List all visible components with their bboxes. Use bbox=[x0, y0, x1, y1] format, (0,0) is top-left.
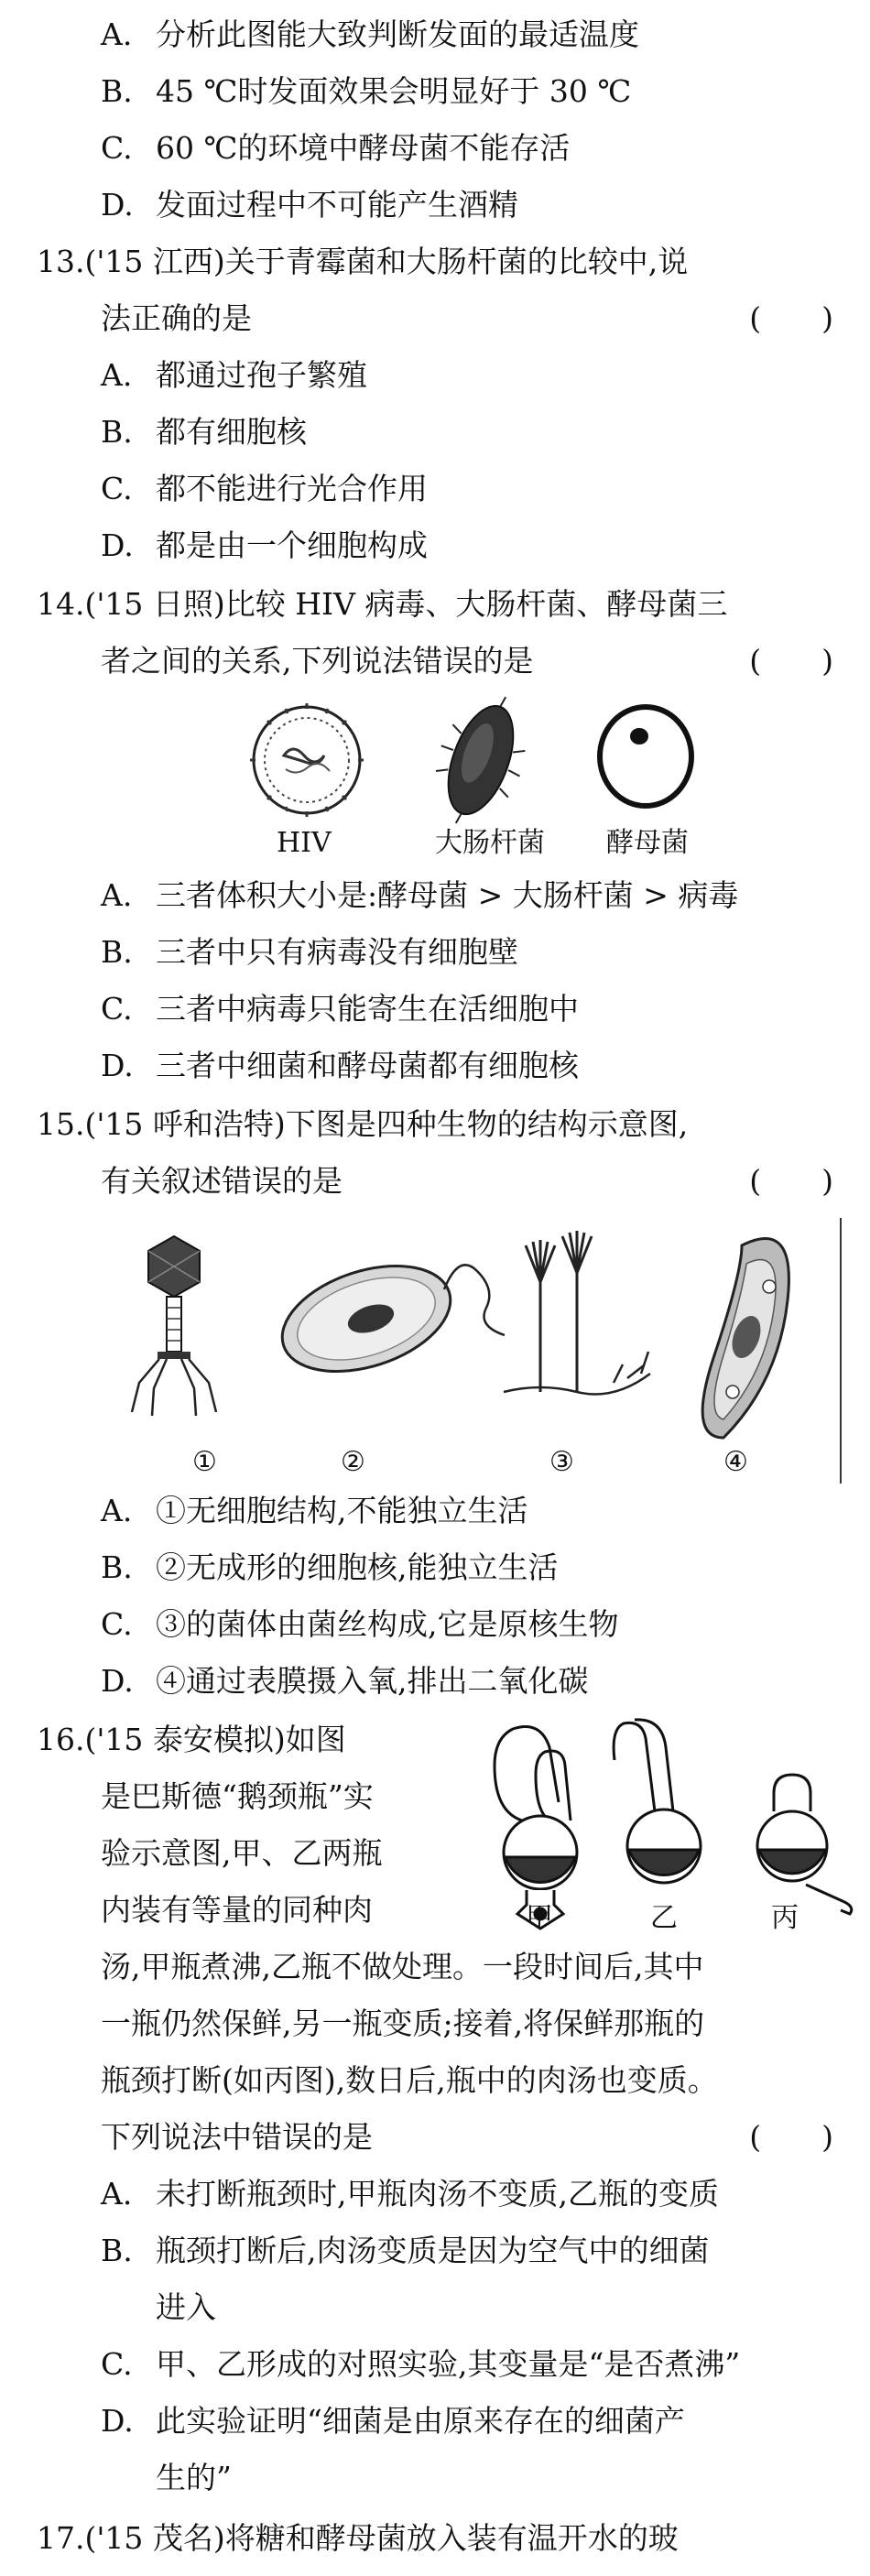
q12-option-d bbox=[101, 187, 518, 223]
option-text: 60 ℃的环境中酵母菌不能存活 bbox=[156, 130, 571, 166]
question-number: 17. bbox=[37, 2520, 85, 2556]
option-text: 都不能进行光合作用 bbox=[156, 471, 428, 506]
q16-option-d-continued: 生的” bbox=[156, 2460, 232, 2495]
flask-jia-illustration bbox=[495, 1727, 577, 1929]
figure-label-1: ① bbox=[192, 1446, 217, 1478]
e-coli-illustration bbox=[418, 696, 543, 838]
option-letter: A. bbox=[101, 2176, 133, 2212]
option-text: 三者体积大小是:酵母菌 > 大肠杆菌 > 病毒 bbox=[156, 877, 739, 913]
option-text: 甲、乙形成的对照实验,其变量是“是否煮沸” bbox=[156, 2346, 741, 2382]
question-stem: ('15 泰安模拟)如图 bbox=[84, 1722, 346, 1757]
q14-option-d bbox=[101, 1048, 579, 1084]
question-number: 15. bbox=[37, 1106, 85, 1142]
option-text: 此实验证明“细菌是由原来存在的细菌产 bbox=[156, 2403, 685, 2439]
option-letter: C. bbox=[101, 130, 133, 166]
option-text: 45 ℃时发面效果会明显好于 30 ℃ bbox=[156, 73, 632, 109]
figure-label-yeast: 酵母菌 bbox=[606, 827, 689, 859]
question-stem: ('15 江西)关于青霉菌和大肠杆菌的比较中,说 bbox=[84, 244, 689, 279]
q15-figure bbox=[101, 1218, 843, 1493]
option-text: 都是由一个细胞构成 bbox=[156, 527, 428, 563]
option-letter: D. bbox=[101, 1663, 134, 1699]
option-letter: B. bbox=[101, 2233, 133, 2268]
option-letter: D. bbox=[101, 187, 134, 223]
q16-stem-line1 bbox=[37, 1722, 346, 1758]
option-text: 发面过程中不可能产生酒精 bbox=[156, 187, 518, 223]
question-stem: ('15 呼和浩特)下图是四种生物的结构示意图, bbox=[84, 1106, 689, 1142]
option-letter: C. bbox=[101, 471, 133, 506]
figure-label-bing: 丙 bbox=[771, 1902, 799, 1934]
option-letter: A. bbox=[101, 357, 133, 393]
option-letter: B. bbox=[101, 414, 133, 450]
option-letter: A. bbox=[101, 877, 133, 913]
q14-stem-line2: 者之间的关系,下列说法错误的是 bbox=[101, 643, 534, 679]
q13-option-b bbox=[101, 414, 307, 451]
q13-option-c bbox=[101, 471, 428, 507]
option-text: 三者中只有病毒没有细胞壁 bbox=[156, 934, 518, 970]
option-letter: C. bbox=[101, 2346, 133, 2382]
q13-option-a bbox=[101, 357, 367, 394]
option-letter: D. bbox=[101, 527, 134, 563]
penicillium-illustration bbox=[504, 1231, 650, 1395]
option-text: 未打断瓶颈时,甲瓶肉汤不变质,乙瓶的变质 bbox=[156, 2176, 719, 2212]
figure-label-2: ② bbox=[341, 1446, 365, 1478]
q16-stem-line4: 内装有等量的同种肉 bbox=[101, 1892, 373, 1928]
q12-option-a bbox=[101, 16, 639, 53]
option-letter: C. bbox=[101, 1606, 133, 1642]
q13-stem-line2: 法正确的是 bbox=[101, 300, 252, 336]
option-letter: B. bbox=[101, 1549, 133, 1585]
figure-label-e-coli: 大肠杆菌 bbox=[435, 827, 545, 859]
hiv-virus-illustration bbox=[250, 703, 364, 817]
question-stem: ('15 日照)比较 HIV 病毒、大肠杆菌、酵母菌三 bbox=[84, 586, 728, 622]
question-number: 13. bbox=[37, 244, 85, 279]
option-letter: D. bbox=[101, 2403, 134, 2439]
option-letter: D. bbox=[101, 1048, 134, 1083]
q17-stem-line1 bbox=[37, 2520, 679, 2557]
q13-stem-line1 bbox=[37, 244, 688, 280]
q16-stem-line7: 瓶颈打断(如丙图),数日后,瓶中的肉汤也变质。 bbox=[101, 2062, 718, 2098]
option-letter: B. bbox=[101, 73, 133, 109]
q15-option-b bbox=[101, 1549, 559, 1586]
option-letter: A. bbox=[101, 1493, 133, 1528]
q15-stem-line2: 有关叙述错误的是 bbox=[101, 1163, 343, 1199]
q16-stem-line6: 一瓶仍然保鲜,另一瓶变质;接着,将保鲜那瓶的 bbox=[101, 2005, 705, 2041]
bacterium-illustration bbox=[269, 1246, 505, 1391]
q14-option-c bbox=[101, 991, 579, 1027]
option-letter: A. bbox=[101, 16, 133, 52]
bacteriophage-illustration bbox=[132, 1236, 216, 1416]
option-text: 都有细胞核 bbox=[156, 414, 307, 450]
option-text: ②无成形的细胞核,能独立生活 bbox=[156, 1549, 559, 1585]
q16-stem-line2: 是巴斯德“鹅颈瓶”实 bbox=[101, 1778, 374, 1814]
option-text: 都通过孢子繁殖 bbox=[156, 357, 367, 393]
q14-stem-line1 bbox=[37, 586, 727, 623]
q16-stem-line5: 汤,甲瓶煮沸,乙瓶不做处理。一段时间后,其中 bbox=[101, 1949, 704, 1984]
q16-option-c bbox=[101, 2346, 740, 2383]
option-text: 分析此图能大致判断发面的最适温度 bbox=[156, 16, 639, 52]
q14-figure bbox=[229, 696, 742, 861]
question-number: 14. bbox=[37, 586, 85, 622]
q16-swan-neck-flask-figure bbox=[458, 1711, 861, 1940]
q16-option-b bbox=[101, 2233, 710, 2269]
q16-stem-line8: 下列说法中错误的是 bbox=[101, 2119, 373, 2155]
question-number: 16. bbox=[37, 1722, 85, 1757]
q16-stem-line3: 验示意图,甲、乙两瓶 bbox=[101, 1835, 383, 1871]
q16-answer-blank: ( ) bbox=[749, 2119, 833, 2155]
option-letter: C. bbox=[101, 991, 133, 1027]
flask-yi-illustration bbox=[614, 1720, 701, 1883]
q14-option-b bbox=[101, 934, 518, 971]
option-text: ①无细胞结构,不能独立生活 bbox=[156, 1493, 528, 1528]
option-text: 三者中细菌和酵母菌都有细胞核 bbox=[156, 1048, 579, 1083]
yeast-illustration bbox=[600, 707, 691, 806]
q16-option-b-continued: 进入 bbox=[156, 2289, 216, 2325]
q13-answer-blank: ( ) bbox=[749, 300, 833, 336]
option-text: 三者中病毒只能寄生在活细胞中 bbox=[156, 991, 579, 1027]
figure-label-4: ④ bbox=[723, 1446, 748, 1478]
q14-answer-blank: ( ) bbox=[749, 643, 833, 679]
option-letter: B. bbox=[101, 934, 133, 970]
q15-option-d bbox=[101, 1663, 589, 1700]
q12-option-b bbox=[101, 73, 631, 110]
q16-option-d bbox=[101, 2403, 685, 2440]
q15-option-c bbox=[101, 1606, 619, 1643]
q12-option-c bbox=[101, 130, 570, 167]
figure-label-3: ③ bbox=[549, 1446, 574, 1478]
figure-label-jia: 甲 bbox=[526, 1902, 553, 1934]
option-text: 瓶颈打断后,肉汤变质是因为空气中的细菌 bbox=[156, 2233, 710, 2268]
question-stem: ('15 茂名)将糖和酵母菌放入装有温开水的玻 bbox=[84, 2520, 679, 2556]
option-text: ③的菌体由菌丝构成,它是原核生物 bbox=[156, 1606, 619, 1642]
q15-stem-line1 bbox=[37, 1106, 688, 1143]
q14-option-a bbox=[101, 877, 738, 914]
q16-option-a bbox=[101, 2176, 719, 2212]
option-text: ④通过表膜摄入氧,排出二氧化碳 bbox=[156, 1663, 589, 1699]
q15-option-a bbox=[101, 1493, 528, 1529]
q15-answer-blank: ( ) bbox=[749, 1163, 833, 1199]
q13-option-d bbox=[101, 527, 428, 564]
paramecium-illustration bbox=[702, 1239, 788, 1439]
figure-label-hiv: HIV bbox=[277, 827, 332, 859]
figure-label-yi: 乙 bbox=[650, 1902, 678, 1934]
flask-bing-illustration bbox=[757, 1775, 852, 1914]
